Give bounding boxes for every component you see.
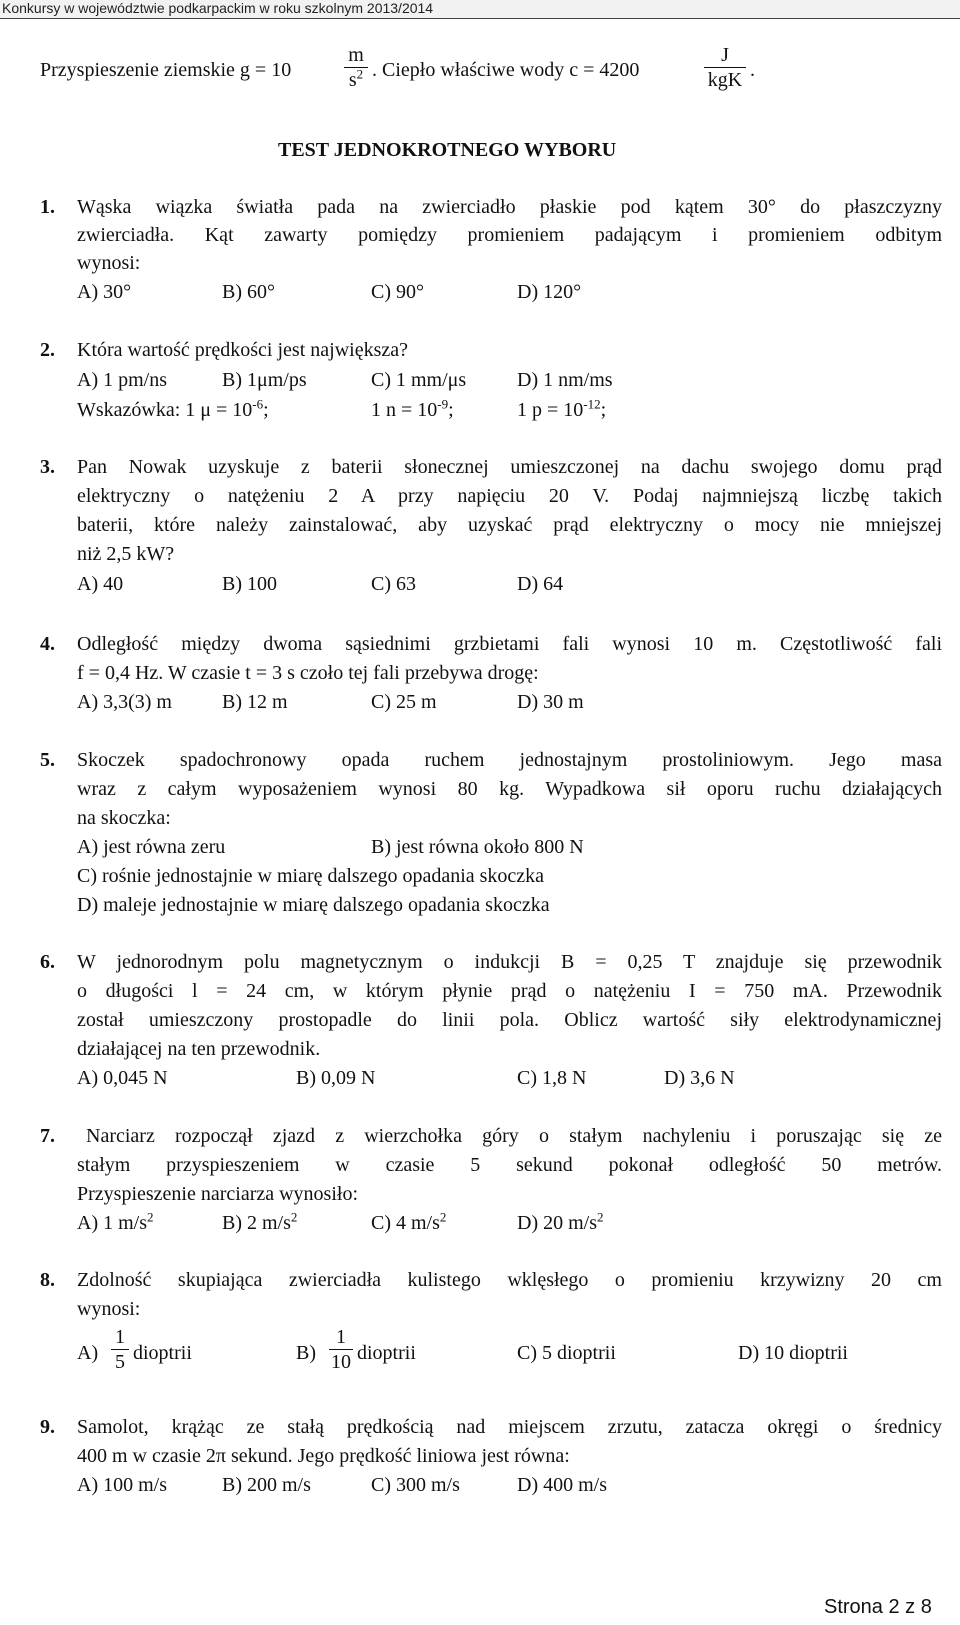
header-title: Konkursy w województwie podkarpackim w roku szkolnym 2013/2014 (2, 0, 434, 16)
g-unit-numerator: m (348, 44, 364, 66)
q8-answer-a-label[interactable]: A) (77, 1342, 99, 1364)
question-number: 8. (40, 1269, 55, 1291)
q7-answer-c[interactable]: C) 4 $m/s^2$ (371, 1209, 447, 1234)
q2-answer-d[interactable]: D) 1 nm/ms (517, 369, 613, 391)
c-unit-fraction (704, 44, 746, 91)
q1-line-1: Wąska wiązka światła pada na zwierciadło płaskie pod kątem 30° do płaszczyzny (77, 196, 942, 218)
q8-line-1: Zdolność skupiająca zwierciadła kulistego wklęsłego o promieniu krzywizny 20 cm (77, 1269, 942, 1291)
question-number: 5. (40, 749, 55, 771)
q6-line-4: działającej na ten przewodnik. (77, 1038, 321, 1060)
q3-line-2: elektryczny o natężeniu 2 A przy napięciu 20 V. Podaj najmniejszą liczbę takich (77, 485, 942, 507)
q8-answer-b-fraction[interactable]: 1 10 (331, 1326, 351, 1373)
q8-answer-b-label[interactable]: B) (296, 1342, 316, 1364)
q3-answer-a[interactable]: A) 40 (77, 573, 124, 595)
q4-answer-b[interactable]: B) 12 m (222, 691, 288, 713)
question-number: 7. (40, 1125, 55, 1147)
constants-text-1: Przyspieszenie ziemskie g = 10 (40, 59, 292, 81)
q9-answer-b[interactable]: B) 200 m/s (222, 1474, 311, 1496)
q8-answer-d[interactable]: D) 10 dioptrii (738, 1342, 848, 1364)
test-title: TEST JEDNOKROTNEGO WYBORU (278, 139, 617, 161)
q5-answer-b[interactable]: B) jest równa około 800 N (371, 836, 584, 858)
q5-answer-a[interactable]: A) jest równa zeru (77, 836, 226, 858)
q6-line-2: o długości l = 24 cm, w którym płynie prąd o natężeniu I = 750 mA. Przewodnik (77, 980, 942, 1002)
q5-answer-d[interactable]: D) maleje jednostajnie w miarę dalszego opadania skoczka (77, 894, 550, 916)
q3-answer-b[interactable]: B) 100 (222, 573, 277, 595)
q1-line-2: zwierciadła. Kąt zawarty pomiędzy promieniem padającym i promieniem odbitym (77, 224, 942, 246)
q2-answer-a[interactable]: A) 1 pm/ns (77, 369, 167, 391)
q2-answer-c[interactable]: C) 1 mm/μs (371, 369, 467, 391)
q8-answer-b-unit[interactable]: dioptrii (357, 1342, 416, 1364)
q4-line-1: Odległość między dwoma sąsiednimi grzbietami fali wynosi 10 m. Częstotliwość fali (77, 633, 942, 655)
question-number: 3. (40, 456, 55, 478)
q1-line-3: wynosi: (77, 252, 141, 274)
q1-answer-c[interactable]: C) 90° (371, 281, 424, 303)
q1-answer-d[interactable]: D) 120° (517, 281, 582, 303)
q2-line-1: Która wartość prędkości jest największa? (77, 339, 408, 361)
q8-answer-a-fraction[interactable]: 1 5 (111, 1326, 129, 1373)
q1-answer-b[interactable]: B) 60° (222, 281, 275, 303)
q6-line-3: został umieszczony prostopadle do linii pola. Oblicz wartość siły elektrodynamicznej (77, 1009, 942, 1031)
q3-line-1: Pan Nowak uzyskuje z baterii słonecznej umieszczonej na dachu swojego domu prąd (77, 456, 942, 478)
q6-line-1: W jednorodnym polu magnetycznym o indukcji B = 0,25 T znajduje się przewodnik (77, 951, 942, 973)
q2-answer-b[interactable]: B) 1μm/ps (222, 369, 307, 391)
question-number: 1. (40, 196, 55, 218)
page-header (0, 0, 960, 19)
c-unit-denominator: kgK (707, 69, 743, 91)
q9-answer-a[interactable]: A) 100 m/s (77, 1474, 167, 1496)
constants-text-2: . Ciepło właściwe wody c = 4200 (372, 59, 640, 81)
q7-line-1: Narciarz rozpoczął zjazd z wierzchołka góry o stałym nachyleniu i poruszając się ze (86, 1125, 942, 1147)
fraction-bar (704, 67, 746, 68)
q3-answer-d[interactable]: D) 64 (517, 573, 564, 595)
g-unit-fraction (344, 44, 368, 91)
constants-text-3: . (750, 59, 755, 81)
question-number: 2. (40, 339, 55, 361)
q6-answer-b[interactable]: B) 0,09 N (296, 1067, 376, 1089)
q7-answer-b[interactable]: B) 2 $m/s^2$ (222, 1209, 298, 1234)
q4-answer-d[interactable]: D) 30 m (517, 691, 584, 713)
q1-answer-a[interactable]: A) 30° (77, 281, 132, 303)
q9-line-1: Samolot, krążąc ze stałą prędkością nad miejscem zrzutu, zatacza okręgi o średnicy (77, 1416, 942, 1438)
q3-line-4: niż 2,5 kW? (77, 543, 175, 565)
q9-answer-d[interactable]: D) 400 m/s (517, 1474, 607, 1496)
q2-hint-3: 1 $p = 10^{-12}$; (517, 396, 607, 421)
q3-line-3: baterii, które należy zainstalować, aby uzyskać prąd elektryczny o mocy nie mniejszej (77, 514, 942, 536)
q2-hint-2: 1 $n = 10^{-9}$; (371, 396, 454, 421)
q6-answer-c[interactable]: C) 1,8 N (517, 1067, 587, 1089)
q5-line-1: Skoczek spadochronowy opada ruchem jednostajnym prostoliniowym. Jego masa (77, 749, 942, 771)
q7-line-2: stałym przyspieszeniem w czasie 5 sekund pokonał odległość 50 metrów. (77, 1154, 942, 1176)
q3-answer-c[interactable]: C) 63 (371, 573, 416, 595)
q8-line-2: wynosi: (77, 1298, 141, 1320)
q4-answer-c[interactable]: C) 25 m (371, 691, 437, 713)
question-number: 9. (40, 1416, 55, 1438)
q8-answer-c[interactable]: C) 5 dioptrii (517, 1342, 616, 1364)
q8-answer-a-unit[interactable]: dioptrii (133, 1342, 192, 1364)
q5-answer-c[interactable]: C) rośnie jednostajnie w miarę dalszego opadania skoczka (77, 865, 545, 887)
q5-line-2: wraz z całym wyposażeniem wynosi 80 kg. Wypadkowa sił oporu ruchu działających (77, 778, 942, 800)
page-number: Strona 2 z 8 (824, 1596, 932, 1618)
q9-line-2: 400 m w czasie 2π sekund. Jego prędkość liniowa jest równa: (77, 1445, 570, 1467)
q7-answer-a[interactable]: A) 1 $m/s^2$ (77, 1209, 154, 1234)
q5-line-3: na skoczka: (77, 807, 171, 829)
q6-answer-d[interactable]: D) 3,6 N (664, 1067, 735, 1089)
q7-answer-d[interactable]: D) 20 $m/s^2$ (517, 1209, 604, 1234)
question-number: 6. (40, 951, 55, 973)
c-unit-numerator: J (721, 44, 729, 66)
question-number: 4. (40, 633, 55, 655)
q4-line-2: f = 0,4 Hz. W czasie t = 3 s czoło tej fali przebywa drogę: (77, 662, 539, 684)
q6-answer-a[interactable]: A) 0,045 N (77, 1067, 168, 1089)
q2-hint-1: Wskazówka: 1 $\mu = 10^{-6}$; (77, 396, 269, 421)
q7-line-3: Przyspieszenie narciarza wynosiło: (77, 1183, 359, 1205)
q9-answer-c[interactable]: C) 300 m/s (371, 1474, 460, 1496)
q4-answer-a[interactable]: A) 3,3(3) m (77, 691, 172, 713)
g-unit-denominator: s (348, 69, 357, 91)
g-unit-exponent: 2 (356, 66, 364, 82)
